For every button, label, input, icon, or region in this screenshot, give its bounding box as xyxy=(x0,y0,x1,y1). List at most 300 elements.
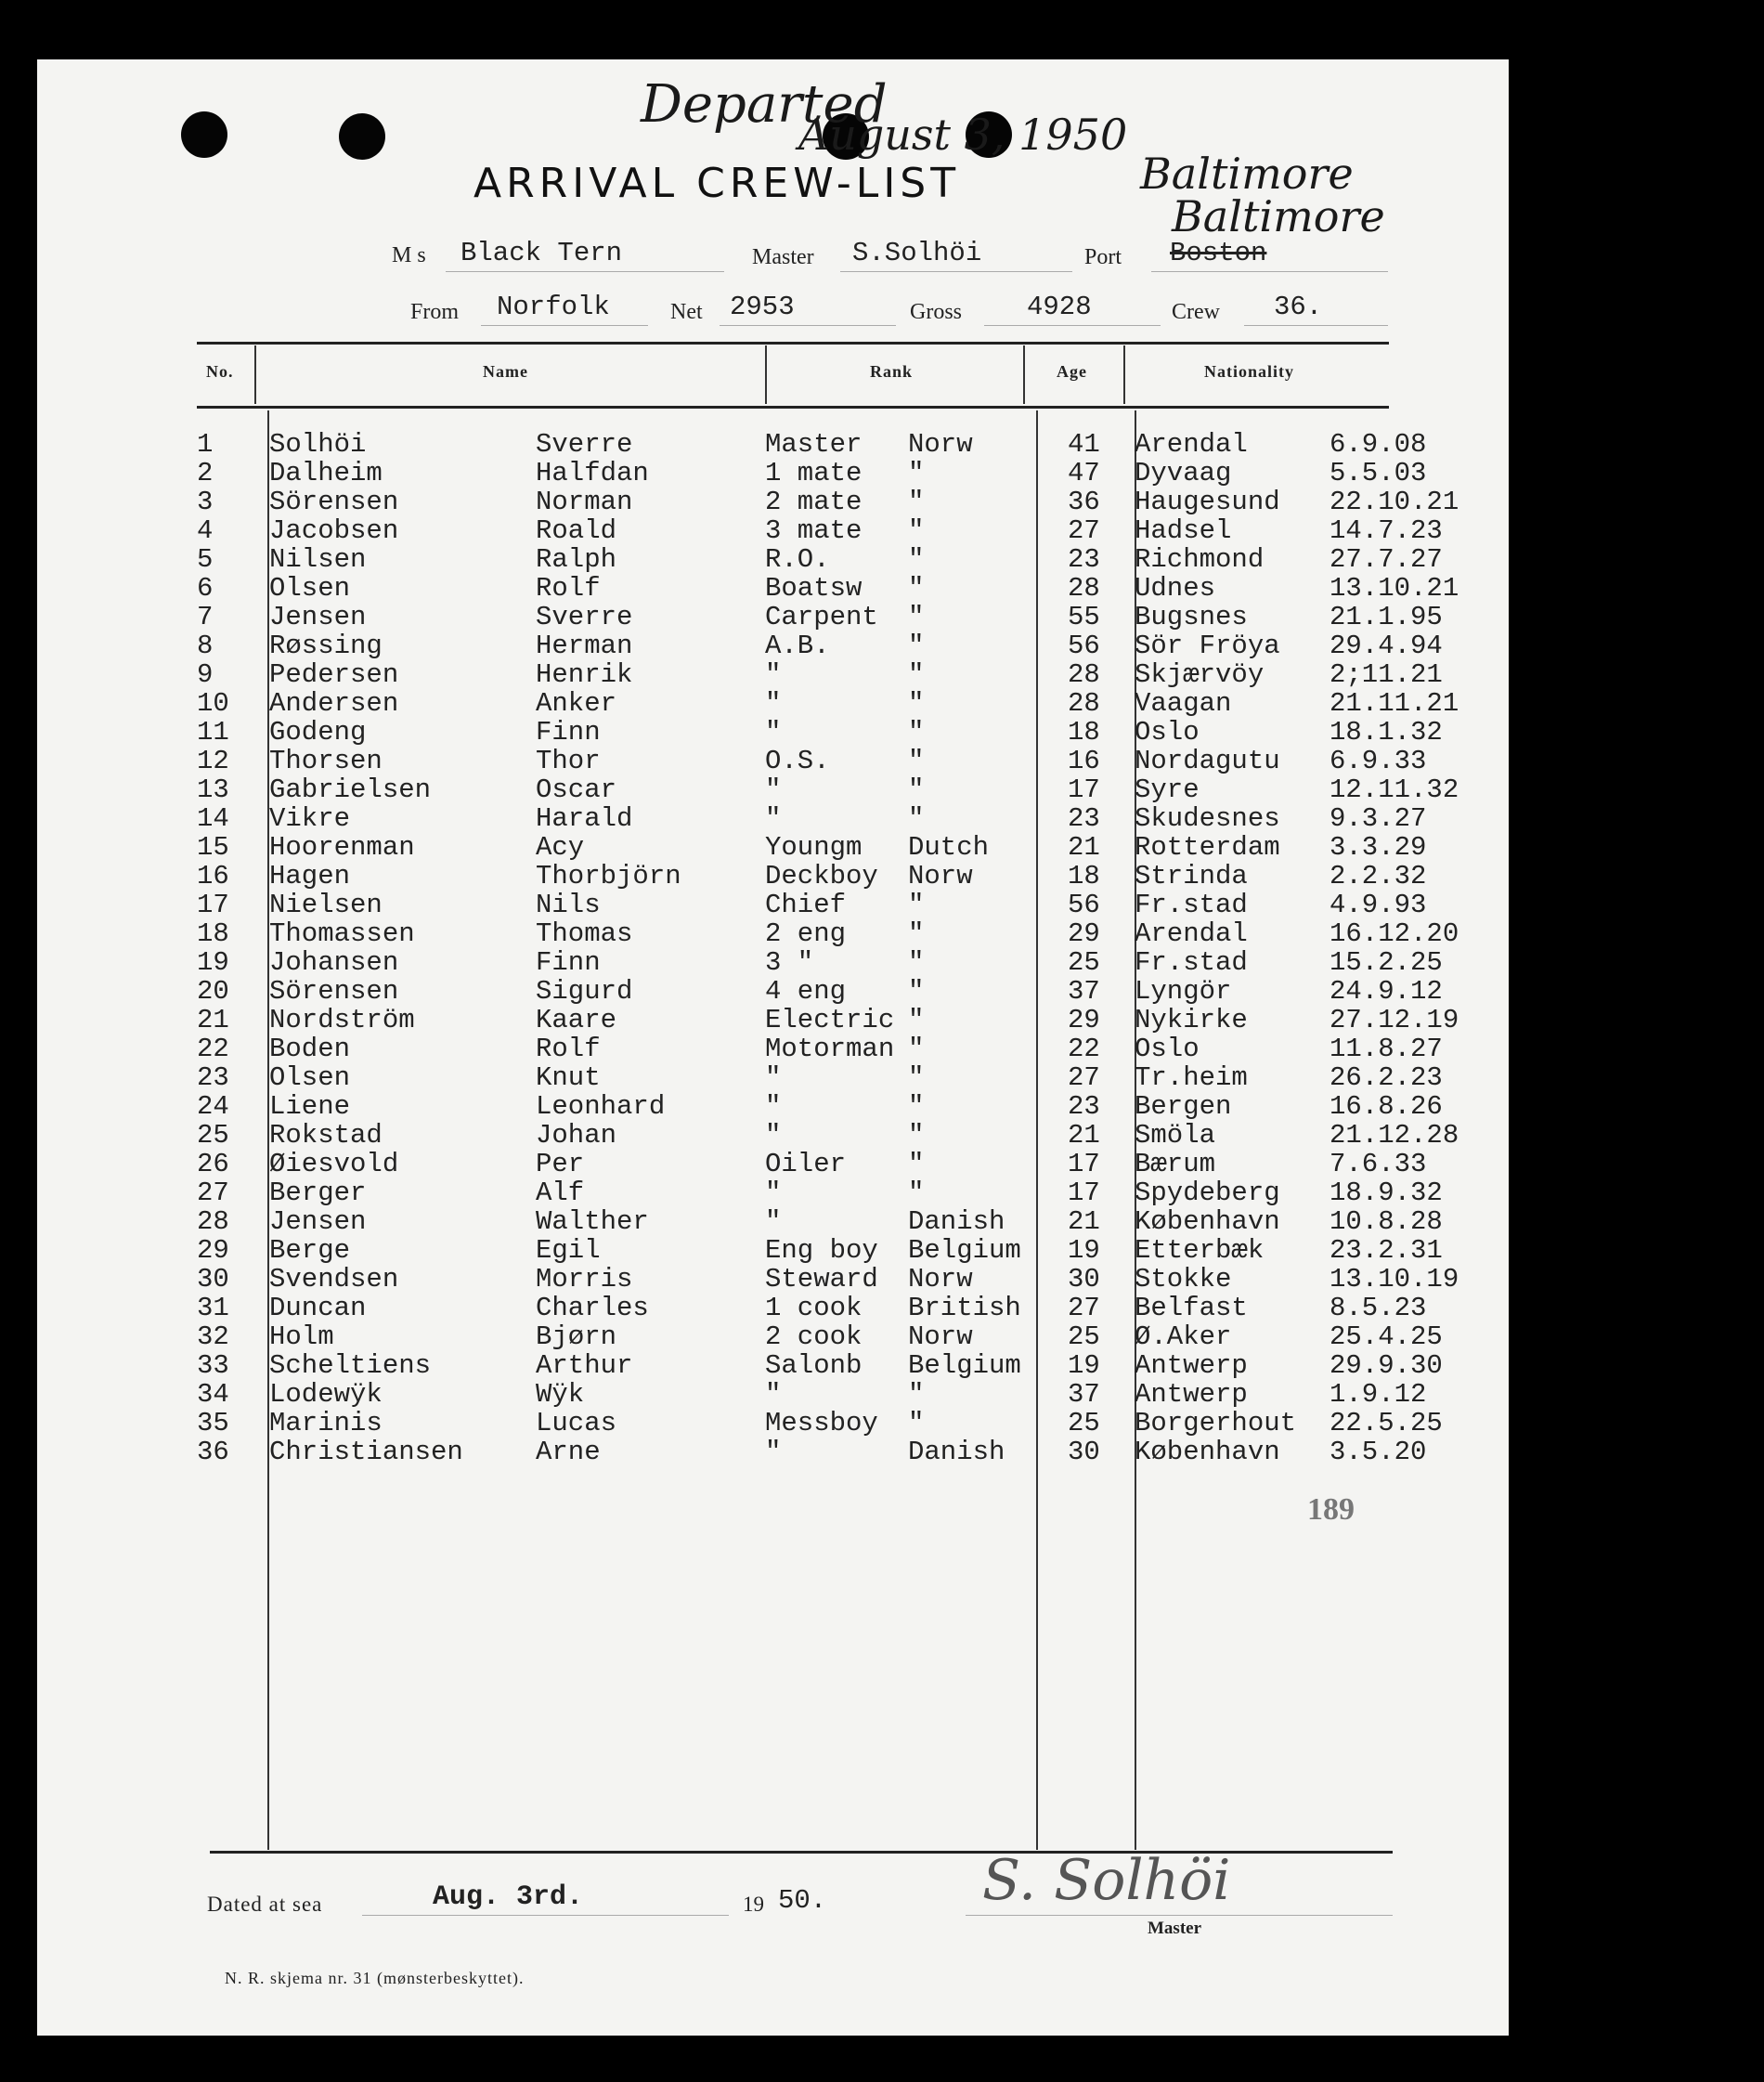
crew-first-name: Knut xyxy=(536,1062,601,1093)
crew-rank: " xyxy=(765,1062,782,1093)
signature-underline xyxy=(966,1915,1393,1916)
year-prefix: 19 xyxy=(743,1893,764,1916)
crew-birthdate: 18.1.32 xyxy=(1329,717,1443,748)
crew-surname: Andersen xyxy=(269,688,399,719)
crew-nationality: " xyxy=(908,631,925,661)
column-header-nationality: Nationality xyxy=(1204,362,1295,381)
crew-nationality: " xyxy=(908,1408,925,1438)
crew-surname: Øiesvold xyxy=(269,1149,399,1179)
crew-first-name: Acy xyxy=(536,832,585,863)
crew-birthplace: Arendal xyxy=(1135,429,1248,460)
crew-birthplace: København xyxy=(1135,1437,1280,1467)
crew-nationality: British xyxy=(908,1293,1021,1323)
crew-age: 16 xyxy=(1068,746,1100,776)
crew-birthplace: København xyxy=(1135,1206,1280,1237)
table-row xyxy=(0,545,1467,574)
crew-label: Crew xyxy=(1172,300,1220,324)
crew-number: 10 xyxy=(197,688,229,719)
crew-first-name: Sverre xyxy=(536,429,633,460)
crew-birthplace: Smöla xyxy=(1135,1120,1216,1151)
crew-number: 35 xyxy=(197,1408,229,1438)
crew-number: 27 xyxy=(197,1178,229,1208)
handwritten-departed: Departed xyxy=(641,74,888,135)
crew-first-name: Per xyxy=(536,1149,585,1179)
crew-surname: Jacobsen xyxy=(269,515,399,546)
crew-birthdate: 23.2.31 xyxy=(1329,1235,1443,1266)
crew-birthdate: 16.12.20 xyxy=(1329,918,1459,949)
crew-nationality: " xyxy=(908,688,925,719)
crew-value: 36. xyxy=(1274,292,1323,322)
crew-number: 28 xyxy=(197,1206,229,1237)
dated-label: Dated at sea xyxy=(207,1893,323,1916)
crew-rank: 4 eng xyxy=(765,976,847,1007)
crew-nationality: " xyxy=(908,1062,925,1093)
crew-number: 3 xyxy=(197,487,214,517)
crew-first-name: Sigurd xyxy=(536,976,633,1007)
crew-rank: " xyxy=(765,1120,782,1151)
crew-rank: Master xyxy=(765,429,863,460)
crew-first-name: Bjørn xyxy=(536,1321,617,1352)
crew-surname: Marinis xyxy=(269,1408,383,1438)
crew-birthdate: 24.9.12 xyxy=(1329,976,1443,1007)
crew-age: 21 xyxy=(1068,832,1100,863)
crew-birthdate: 12.11.32 xyxy=(1329,774,1459,805)
crew-age: 22 xyxy=(1068,1034,1100,1064)
table-row xyxy=(0,430,1467,459)
crew-surname: Nilsen xyxy=(269,544,367,575)
master-underline xyxy=(840,271,1072,272)
crew-nationality: " xyxy=(908,659,925,690)
table-row xyxy=(0,1438,1467,1466)
crew-first-name: Ralph xyxy=(536,544,617,575)
handwritten-port: Baltimore xyxy=(1140,149,1354,199)
crew-surname: Jensen xyxy=(269,1206,367,1237)
crew-number: 2 xyxy=(197,458,214,488)
from-underline xyxy=(481,325,648,326)
crew-first-name: Harald xyxy=(536,803,633,834)
crew-first-name: Roald xyxy=(536,515,617,546)
column-header-no: No. xyxy=(206,362,234,381)
crew-surname: Hagen xyxy=(269,861,351,891)
crew-surname: Lodewÿk xyxy=(269,1379,383,1410)
crew-rank: Salonb xyxy=(765,1350,863,1381)
crew-birthplace: Antwerp xyxy=(1135,1379,1248,1410)
crew-rank: Chief xyxy=(765,890,847,920)
crew-age: 17 xyxy=(1068,1178,1100,1208)
crew-number: 9 xyxy=(197,659,214,690)
crew-nationality: " xyxy=(908,602,925,632)
crew-birthdate: 13.10.21 xyxy=(1329,573,1459,604)
table-row xyxy=(0,1294,1467,1322)
crew-surname: Olsen xyxy=(269,1062,351,1093)
crew-nationality: " xyxy=(908,487,925,517)
crew-nationality: Belgium xyxy=(908,1350,1021,1381)
crew-age: 25 xyxy=(1068,1321,1100,1352)
column-header-rank: Rank xyxy=(870,362,914,381)
crew-surname: Sörensen xyxy=(269,487,399,517)
master-signature: S. Solhöi xyxy=(982,1848,1231,1913)
crew-surname: Gabrielsen xyxy=(269,774,432,805)
crew-nationality: " xyxy=(908,1149,925,1179)
crew-nationality: " xyxy=(908,918,925,949)
crew-birthdate: 22.5.25 xyxy=(1329,1408,1443,1438)
table-row xyxy=(0,891,1467,919)
table-row xyxy=(0,775,1467,804)
crew-surname: Jensen xyxy=(269,602,367,632)
crew-number: 30 xyxy=(197,1264,229,1295)
crew-number: 19 xyxy=(197,947,229,978)
crew-surname: Holm xyxy=(269,1321,334,1352)
crew-nationality: Dutch xyxy=(908,832,990,863)
dated-value: Aug. 3rd. xyxy=(433,1881,584,1913)
crew-number: 25 xyxy=(197,1120,229,1151)
table-row xyxy=(0,862,1467,891)
crew-rank: " xyxy=(765,717,782,748)
crew-birthdate: 3.3.29 xyxy=(1329,832,1427,863)
table-row xyxy=(0,1207,1467,1236)
crew-birthplace: Antwerp xyxy=(1135,1350,1248,1381)
table-row xyxy=(0,488,1467,516)
crew-first-name: Lucas xyxy=(536,1408,617,1438)
table-row xyxy=(0,459,1467,488)
crew-surname: Johansen xyxy=(269,947,399,978)
crew-birthdate: 7.6.33 xyxy=(1329,1149,1427,1179)
crew-birthdate: 21.12.28 xyxy=(1329,1120,1459,1151)
crew-birthdate: 13.10.19 xyxy=(1329,1264,1459,1295)
crew-nationality: " xyxy=(908,1178,925,1208)
crew-birthplace: Strinda xyxy=(1135,861,1248,891)
table-row xyxy=(0,1121,1467,1150)
crew-birthdate: 10.8.28 xyxy=(1329,1206,1443,1237)
crew-nationality: Norw xyxy=(908,1264,973,1295)
crew-first-name: Rolf xyxy=(536,573,601,604)
crew-age: 28 xyxy=(1068,573,1100,604)
gross-label: Gross xyxy=(910,300,963,324)
crew-rank: Steward xyxy=(765,1264,878,1295)
table-row xyxy=(0,804,1467,833)
crew-rank: Deckboy xyxy=(765,861,878,891)
crew-birthdate: 26.2.23 xyxy=(1329,1062,1443,1093)
crew-birthplace: Richmond xyxy=(1135,544,1265,575)
crew-nationality: " xyxy=(908,947,925,978)
crew-rank: 3 mate xyxy=(765,515,863,546)
crew-first-name: Thor xyxy=(536,746,601,776)
master-name: S.Solhöi xyxy=(852,238,982,268)
crew-first-name: Nils xyxy=(536,890,601,920)
crew-age: 47 xyxy=(1068,458,1100,488)
crew-birthdate: 3.5.20 xyxy=(1329,1437,1427,1467)
column-header-age: Age xyxy=(1057,362,1087,381)
crew-surname: Christiansen xyxy=(269,1437,463,1467)
crew-number: 33 xyxy=(197,1350,229,1381)
port-underline xyxy=(1151,271,1388,272)
crew-number: 12 xyxy=(197,746,229,776)
crew-birthdate: 27.12.19 xyxy=(1329,1005,1459,1035)
crew-age: 18 xyxy=(1068,717,1100,748)
crew-age: 30 xyxy=(1068,1264,1100,1295)
crew-nationality: " xyxy=(908,717,925,748)
crew-nationality: " xyxy=(908,1091,925,1122)
crew-number: 8 xyxy=(197,631,214,661)
table-row xyxy=(0,660,1467,689)
crew-birthdate: 16.8.26 xyxy=(1329,1091,1443,1122)
column-header-name: Name xyxy=(483,362,528,381)
crew-age: 28 xyxy=(1068,688,1100,719)
handwritten-date: August 3, 1950 xyxy=(798,110,1128,160)
crew-birthplace: Bærum xyxy=(1135,1149,1216,1179)
ship-prefix: M s xyxy=(392,243,426,267)
ship-name: Black Tern xyxy=(460,238,623,268)
crew-age: 29 xyxy=(1068,1005,1100,1035)
crew-nationality: Norw xyxy=(908,1321,973,1352)
table-top-rule xyxy=(197,342,1389,345)
crew-surname: Liene xyxy=(269,1091,351,1122)
crew-first-name: Johan xyxy=(536,1120,617,1151)
crew-first-name: Finn xyxy=(536,717,601,748)
crew-birthplace: Vaagan xyxy=(1135,688,1232,719)
ship-underline xyxy=(446,271,724,272)
crew-surname: Dalheim xyxy=(269,458,383,488)
crew-birthdate: 5.5.03 xyxy=(1329,458,1427,488)
table-row xyxy=(0,948,1467,977)
table-row xyxy=(0,1006,1467,1034)
table-row xyxy=(0,689,1467,718)
crew-number: 15 xyxy=(197,832,229,863)
crew-rank: Carpent xyxy=(765,602,878,632)
crew-underline xyxy=(1244,325,1388,326)
crew-birthdate: 29.9.30 xyxy=(1329,1350,1443,1381)
table-row xyxy=(0,833,1467,862)
crew-birthplace: Sör Fröya xyxy=(1135,631,1280,661)
crew-nationality: Norw xyxy=(908,429,973,460)
crew-number: 23 xyxy=(197,1062,229,1093)
crew-nationality: " xyxy=(908,976,925,1007)
signature-master-label: Master xyxy=(1148,1919,1202,1938)
crew-birthplace: Bergen xyxy=(1135,1091,1232,1122)
crew-surname: Duncan xyxy=(269,1293,367,1323)
crew-surname: Godeng xyxy=(269,717,367,748)
port-label: Port xyxy=(1084,245,1122,269)
column-divider xyxy=(1123,345,1125,404)
crew-rank: R.O. xyxy=(765,544,830,575)
crew-birthplace: Skjærvöy xyxy=(1135,659,1265,690)
crew-first-name: Arne xyxy=(536,1437,601,1467)
crew-nationality: " xyxy=(908,1379,925,1410)
crew-birthplace: Fr.stad xyxy=(1135,947,1248,978)
dated-underline xyxy=(362,1915,729,1916)
crew-age: 23 xyxy=(1068,1091,1100,1122)
table-row xyxy=(0,1150,1467,1178)
table-row xyxy=(0,919,1467,948)
crew-rank: " xyxy=(765,688,782,719)
crew-surname: Olsen xyxy=(269,573,351,604)
crew-rank: O.S. xyxy=(765,746,830,776)
from-value: Norfolk xyxy=(497,292,610,322)
crew-birthdate: 15.2.25 xyxy=(1329,947,1443,978)
crew-age: 41 xyxy=(1068,429,1100,460)
crew-surname: Solhöi xyxy=(269,429,367,460)
crew-number: 11 xyxy=(197,717,229,748)
punch-hole xyxy=(339,113,385,160)
crew-number: 1 xyxy=(197,429,214,460)
crew-number: 32 xyxy=(197,1321,229,1352)
crew-nationality: " xyxy=(908,458,925,488)
table-row xyxy=(0,631,1467,660)
crew-rank: 1 cook xyxy=(765,1293,863,1323)
crew-rank: Youngm xyxy=(765,832,863,863)
crew-age: 30 xyxy=(1068,1437,1100,1467)
crew-age: 17 xyxy=(1068,774,1100,805)
crew-number: 5 xyxy=(197,544,214,575)
crew-surname: Sörensen xyxy=(269,976,399,1007)
crew-birthplace: Dyvaag xyxy=(1135,458,1232,488)
crew-rank: " xyxy=(765,1206,782,1237)
crew-nationality: Danish xyxy=(908,1206,1005,1237)
crew-number: 13 xyxy=(197,774,229,805)
table-row xyxy=(0,1063,1467,1092)
table-row xyxy=(0,977,1467,1006)
crew-age: 25 xyxy=(1068,947,1100,978)
crew-rank: 2 mate xyxy=(765,487,863,517)
crew-first-name: Anker xyxy=(536,688,617,719)
master-label: Master xyxy=(752,245,814,269)
crew-birthplace: Haugesund xyxy=(1135,487,1280,517)
table-header-rule xyxy=(197,406,1389,409)
table-row xyxy=(0,1034,1467,1063)
crew-number: 16 xyxy=(197,861,229,891)
table-row xyxy=(0,1409,1467,1438)
crew-surname: Svendsen xyxy=(269,1264,399,1295)
crew-nationality: " xyxy=(908,746,925,776)
crew-birthdate: 4.9.93 xyxy=(1329,890,1427,920)
crew-age: 23 xyxy=(1068,544,1100,575)
crew-birthdate: 21.1.95 xyxy=(1329,602,1443,632)
crew-birthplace: Ø.Aker xyxy=(1135,1321,1232,1352)
crew-number: 31 xyxy=(197,1293,229,1323)
crew-rank: Motorman xyxy=(765,1034,895,1064)
crew-first-name: Morris xyxy=(536,1264,633,1295)
crew-surname: Berger xyxy=(269,1178,367,1208)
table-row xyxy=(0,603,1467,631)
crew-birthplace: Nordagutu xyxy=(1135,746,1280,776)
crew-nationality: " xyxy=(908,1005,925,1035)
net-underline xyxy=(720,325,896,326)
column-divider xyxy=(765,345,767,404)
crew-surname: Scheltiens xyxy=(269,1350,432,1381)
crew-rank: 3 " xyxy=(765,947,814,978)
crew-rank: " xyxy=(765,1437,782,1467)
crew-first-name: Egil xyxy=(536,1235,601,1266)
from-label: From xyxy=(410,300,460,324)
crew-nationality: Norw xyxy=(908,861,973,891)
crew-surname: Pedersen xyxy=(269,659,399,690)
crew-number: 20 xyxy=(197,976,229,1007)
crew-first-name: Oscar xyxy=(536,774,617,805)
crew-number: 4 xyxy=(197,515,214,546)
table-row xyxy=(0,1322,1467,1351)
crew-number: 29 xyxy=(197,1235,229,1266)
crew-birthplace: Arendal xyxy=(1135,918,1248,949)
table-row xyxy=(0,1380,1467,1409)
crew-birthdate: 29.4.94 xyxy=(1329,631,1443,661)
crew-birthplace: Rotterdam xyxy=(1135,832,1280,863)
crew-nationality: " xyxy=(908,803,925,834)
crew-rank: " xyxy=(765,1379,782,1410)
crew-age: 55 xyxy=(1068,602,1100,632)
crew-birthdate: 2.2.32 xyxy=(1329,861,1427,891)
crew-number: 24 xyxy=(197,1091,229,1122)
crew-rank: 2 cook xyxy=(765,1321,863,1352)
document-title: ARRIVAL CREW-LIST xyxy=(473,160,961,207)
crew-rank: " xyxy=(765,774,782,805)
crew-age: 27 xyxy=(1068,1062,1100,1093)
crew-first-name: Alf xyxy=(536,1178,585,1208)
crew-rank: " xyxy=(765,1178,782,1208)
crew-rank: A.B. xyxy=(765,631,830,661)
crew-birthplace: Oslo xyxy=(1135,717,1200,748)
crew-birthplace: Nykirke xyxy=(1135,1005,1248,1035)
crew-first-name: Henrik xyxy=(536,659,633,690)
crew-rank: Eng boy xyxy=(765,1235,878,1266)
crew-birthdate: 2;11.21 xyxy=(1329,659,1443,690)
crew-birthplace: Etterbæk xyxy=(1135,1235,1265,1266)
crew-birthdate: 14.7.23 xyxy=(1329,515,1443,546)
column-divider xyxy=(254,345,256,404)
punch-hole xyxy=(181,111,227,158)
crew-birthplace: Tr.heim xyxy=(1135,1062,1248,1093)
crew-rank: 1 mate xyxy=(765,458,863,488)
crew-birthplace: Bugsnes xyxy=(1135,602,1248,632)
crew-age: 27 xyxy=(1068,1293,1100,1323)
crew-rank: " xyxy=(765,803,782,834)
crew-birthplace: Udnes xyxy=(1135,573,1216,604)
crew-first-name: Leonhard xyxy=(536,1091,666,1122)
crew-birthdate: 21.11.21 xyxy=(1329,688,1459,719)
crew-surname: Berge xyxy=(269,1235,351,1266)
crew-birthdate: 1.9.12 xyxy=(1329,1379,1427,1410)
port-struck: Boston xyxy=(1170,238,1267,268)
crew-surname: Røssing xyxy=(269,631,383,661)
crew-surname: Nielsen xyxy=(269,890,383,920)
crew-surname: Hoorenman xyxy=(269,832,415,863)
crew-first-name: Thorbjörn xyxy=(536,861,681,891)
crew-birthplace: Belfast xyxy=(1135,1293,1248,1323)
crew-nationality: " xyxy=(908,890,925,920)
crew-birthdate: 6.9.33 xyxy=(1329,746,1427,776)
crew-first-name: Charles xyxy=(536,1293,649,1323)
crew-birthplace: Oslo xyxy=(1135,1034,1200,1064)
crew-rank: Electric xyxy=(765,1005,895,1035)
table-row xyxy=(0,747,1467,775)
crew-age: 36 xyxy=(1068,487,1100,517)
crew-first-name: Arthur xyxy=(536,1350,633,1381)
crew-birthplace: Skudesnes xyxy=(1135,803,1280,834)
crew-age: 27 xyxy=(1068,515,1100,546)
crew-nationality: " xyxy=(908,515,925,546)
crew-surname: Thomassen xyxy=(269,918,415,949)
column-divider xyxy=(1023,345,1025,404)
crew-first-name: Thomas xyxy=(536,918,633,949)
crew-number: 6 xyxy=(197,573,214,604)
crew-birthplace: Stokke xyxy=(1135,1264,1232,1295)
crew-first-name: Wÿk xyxy=(536,1379,585,1410)
crew-birthdate: 6.9.08 xyxy=(1329,429,1427,460)
crew-surname: Nordström xyxy=(269,1005,415,1035)
crew-birthdate: 8.5.23 xyxy=(1329,1293,1427,1323)
crew-number: 26 xyxy=(197,1149,229,1179)
table-row xyxy=(0,1178,1467,1207)
crew-surname: Boden xyxy=(269,1034,351,1064)
